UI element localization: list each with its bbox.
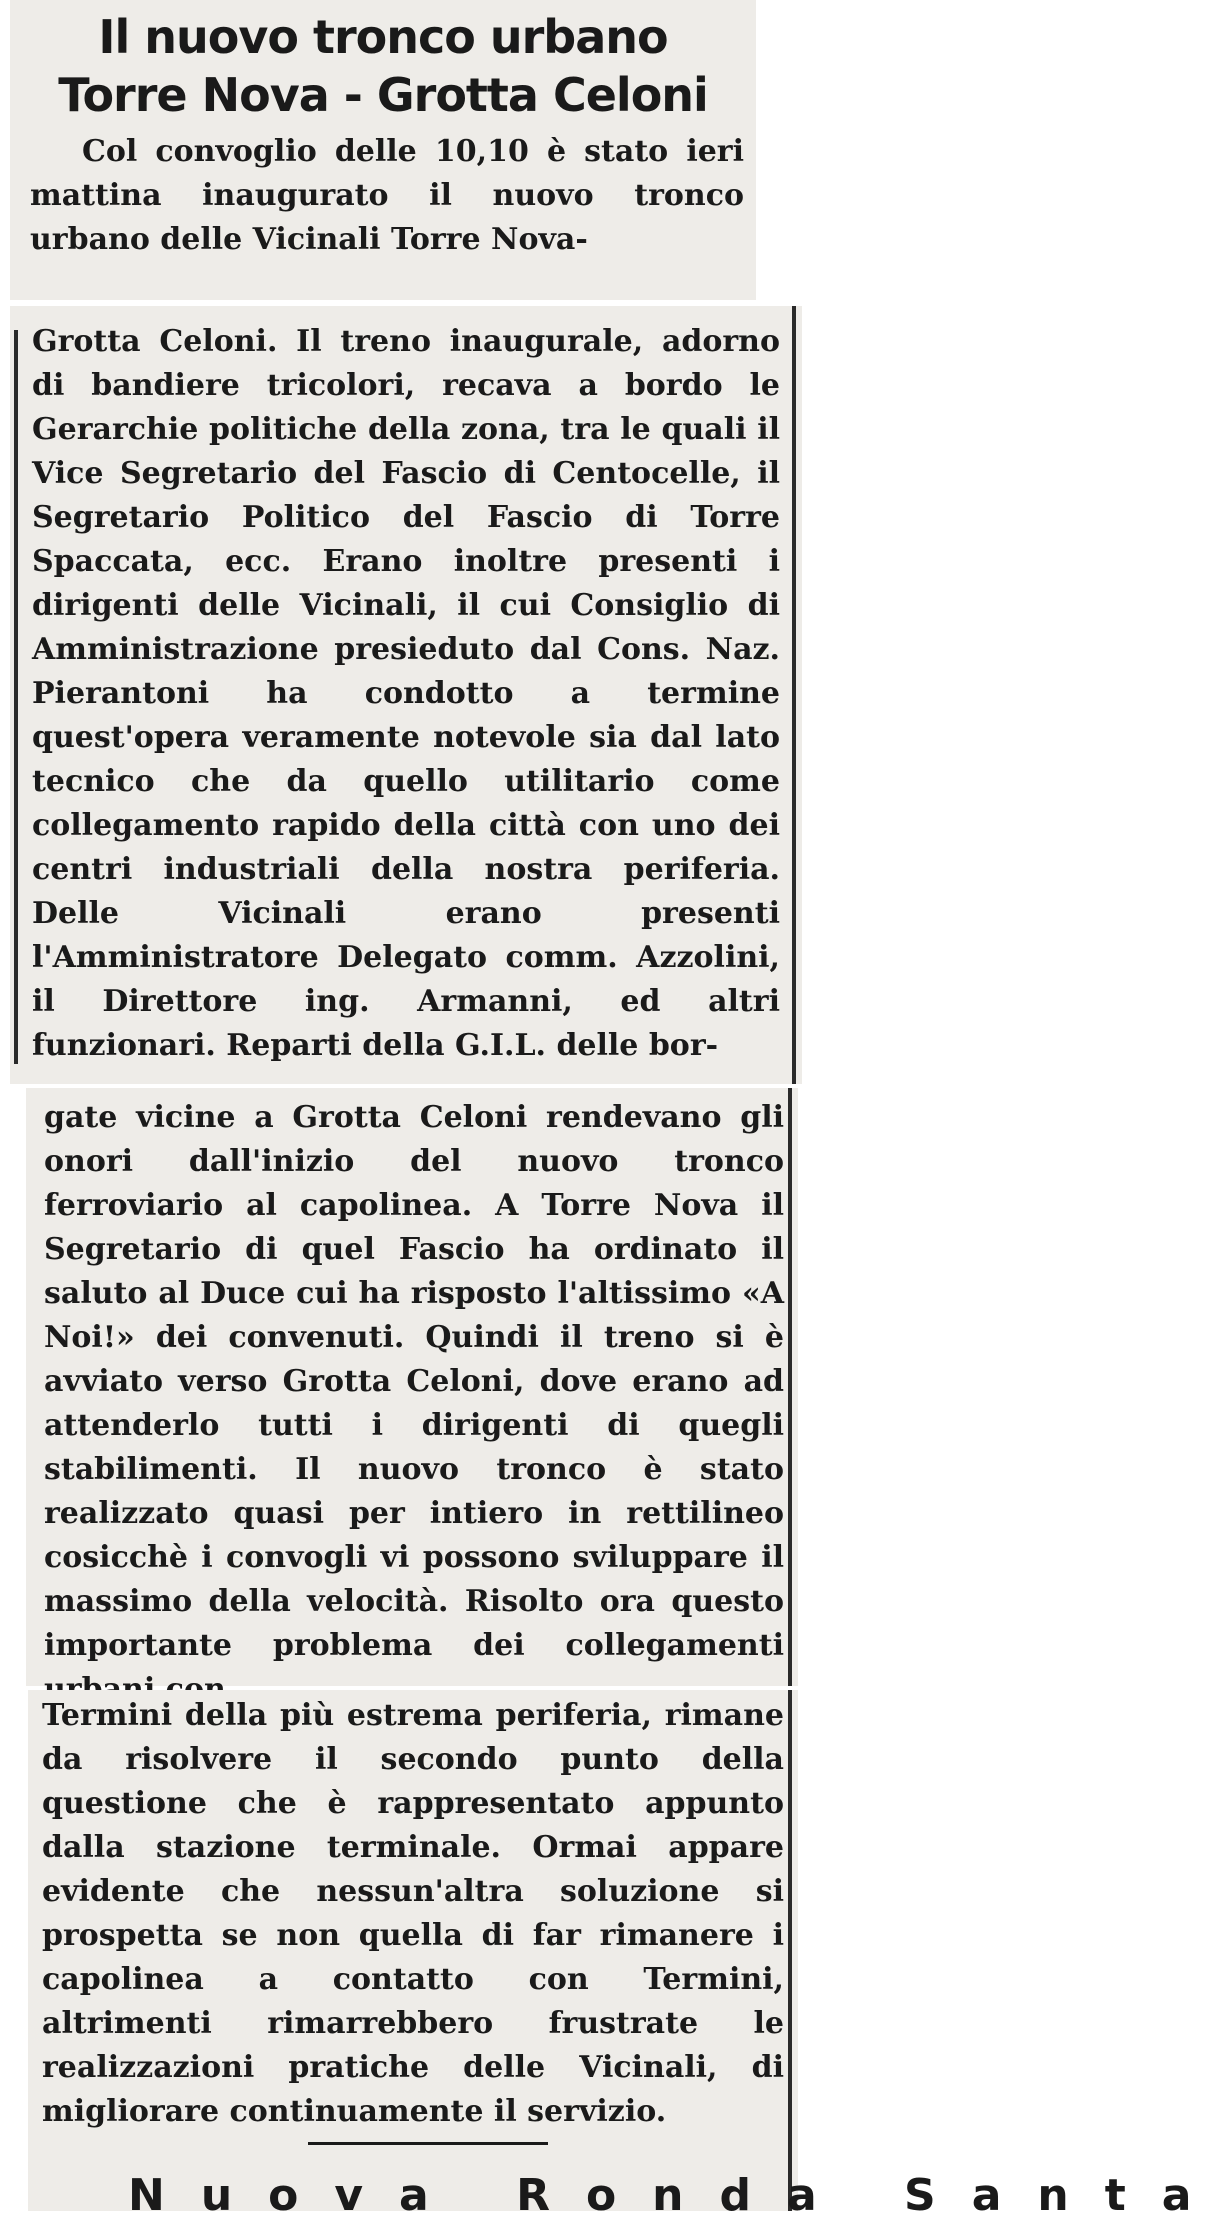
article-paragraph-3: gate vicine a Grotta Celoni rendevano gli onori dall'inizio del nuovo tronco ferroviario al capolinea. A Torre Nova il Segretario di quel Fascio ha ordinato il saluto al Duce cui ha risposto l'altissimo «A Noi!» dei convenuti. Quindi il treno si è avviato verso Grotta Celoni, dove erano ad attenderlo tutti i dirigenti di quegli stabilimenti. Il nuovo tronco è stato realizzato quasi per intiero in rettilineo cosicchè i convogli vi possono sviluppare il massimo della velocità. Risolto ora questo importante problema dei collegamenti — [44, 1100, 784, 1663]
section-divider — [308, 2142, 548, 2145]
article-paragraph-1: Col convoglio delle 10,10 è stato ieri mattina inaugurato il nuovo tronco urbano delle Vicinali Torre Nova- — [30, 134, 744, 257]
clipping-2 — [10, 306, 802, 1084]
article-paragraph-4: Termini della più estrema periferia, rimane da risolvere il secondo punto della questione che è rappresentato appunto dalla stazione terminale. Ormai appare evidente che nessun'altra soluzione si prospetta se non quella di far rimanere i capolinea a contatto con Termini, altrimenti rimarrebbero frustrate le realizzazioni pratiche delle Vicinali, di migliorare continuamente il servizio. — [42, 1698, 784, 2129]
clipping-4 — [28, 1690, 1227, 2221]
column-rule-left — [14, 330, 18, 1064]
clipping-1 — [10, 0, 756, 300]
headline-line-2: Torre Nova - Grotta Celoni — [58, 68, 708, 122]
article-paragraph-2: Grotta Celoni. Il treno inaugurale, adorno di bandiere tricolori, recava a bordo le Gerarchie politiche della zona, tra le quali il Vice Segretario del Fascio di Centocelle, il Segretario Politico del Fascio di Torre Spaccata, ecc. Erano inoltre presenti i dirigenti delle Vicinali, il cui Consiglio di Amministrazione presieduto dal Cons. Naz. Pierantoni ha condotto a termine quest'opera veramente notevole sia dal lato tecnico che da quello utilitario come collegamento rapido della città con uno dei centri industriali della nostra periferia. Delle Vicinali erano presenti l'Amministratore Delegato comm. Azzolini, il Direttore ing. Armanni, ed altri funzionari. Reparti della G.I.L. delle bor- — [32, 324, 780, 1063]
headline — [10, 0, 756, 124]
next-article-heading: Nuova Ronda Santa — [128, 2170, 1227, 2221]
clipping-3 — [26, 1088, 798, 1686]
column-rule-right — [792, 306, 796, 1084]
column-rule-right — [788, 1088, 792, 1686]
column-rule-right — [788, 1690, 792, 2211]
headline-line-1: Il nuovo tronco urbano — [98, 10, 668, 64]
